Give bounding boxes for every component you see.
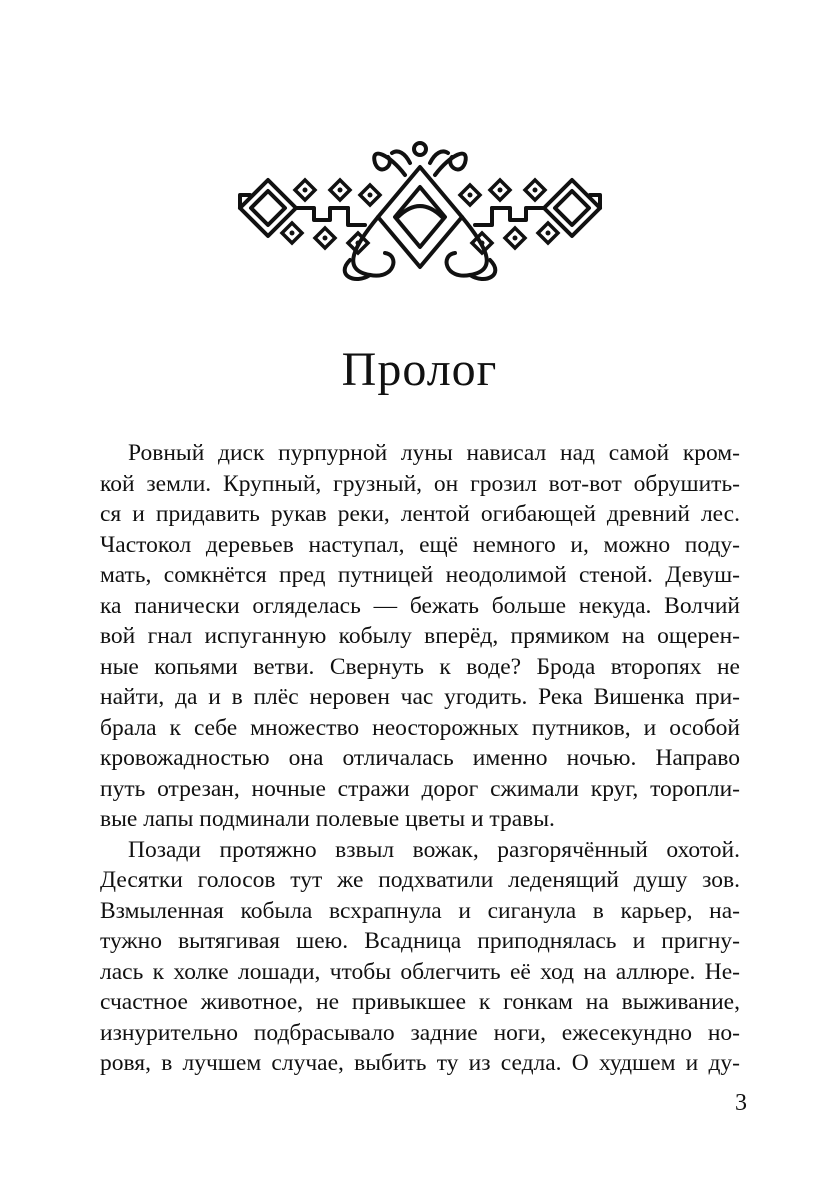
text-line: ся и придавить рукав реки, лентой огибающей древний лес. <box>100 501 740 527</box>
text-line: кой земли. Крупный, грузный, он грозил вот-вот обрушить- <box>100 470 740 497</box>
page-number: 3 <box>735 1090 747 1116</box>
text-line: изнурительно подбрасывало задние ноги, ежесекундно но- <box>100 1019 740 1046</box>
text-line: ка панически огляделась — бежать больше некуда. Волчий <box>100 592 740 619</box>
chapter-title: Пролог <box>341 343 498 396</box>
text-line: кровожадностью она отличалась именно ночью. Направо <box>100 745 740 771</box>
paragraph-1 <box>100 438 740 835</box>
text-line: вой гнал испуганную кобылу вперёд, прямиком на ощерен- <box>100 623 740 649</box>
text-line: лась к холке лошади, чтобы облегчить её ход на аллюре. Не- <box>100 958 740 985</box>
text-line: Позади протяжно взвыл вожак, разгорячённый охотой. <box>128 836 740 863</box>
text-line: мать, сомкнётся пред путницей неодолимой стеной. Девуш- <box>100 562 740 588</box>
paragraph-2 <box>100 835 740 1079</box>
text-line: вые лапы подминали полевые цветы и травы. <box>100 806 555 832</box>
text-line: ные копьями ветви. Свернуть к воде? Брода второпях не <box>100 653 740 680</box>
text-line: Частокол деревьев наступал, ещё немного и, можно поду- <box>100 531 740 558</box>
text-line: Десятки голосов тут же подхватили леденящий душу зов. <box>100 867 740 893</box>
body-text <box>100 438 740 1079</box>
text-line: путь отрезан, ночные стражи дорог сжимали круг, торопли- <box>100 775 740 802</box>
text-line: Взмыленная кобыла всхрапнула и сиганула в карьер, на- <box>100 897 740 924</box>
text-line: ровя, в лучшем случае, выбить ту из седла. О худшем и ду- <box>100 1050 740 1076</box>
text-line: брала к себе множество неосторожных путников, и особой <box>100 714 740 741</box>
text-line: Ровный диск пурпурной луны нависал над самой кром- <box>128 440 740 466</box>
text-line: счастное животное, не привыкшее к гонкам на выживание, <box>100 989 740 1015</box>
text-line: тужно вытягивая шею. Всадница приподнялась и пригну- <box>100 928 740 954</box>
text-line: найти, да и в плёс неровен час угодить. Река Вишенка при- <box>100 684 740 710</box>
folk-ornament-icon <box>230 135 610 290</box>
